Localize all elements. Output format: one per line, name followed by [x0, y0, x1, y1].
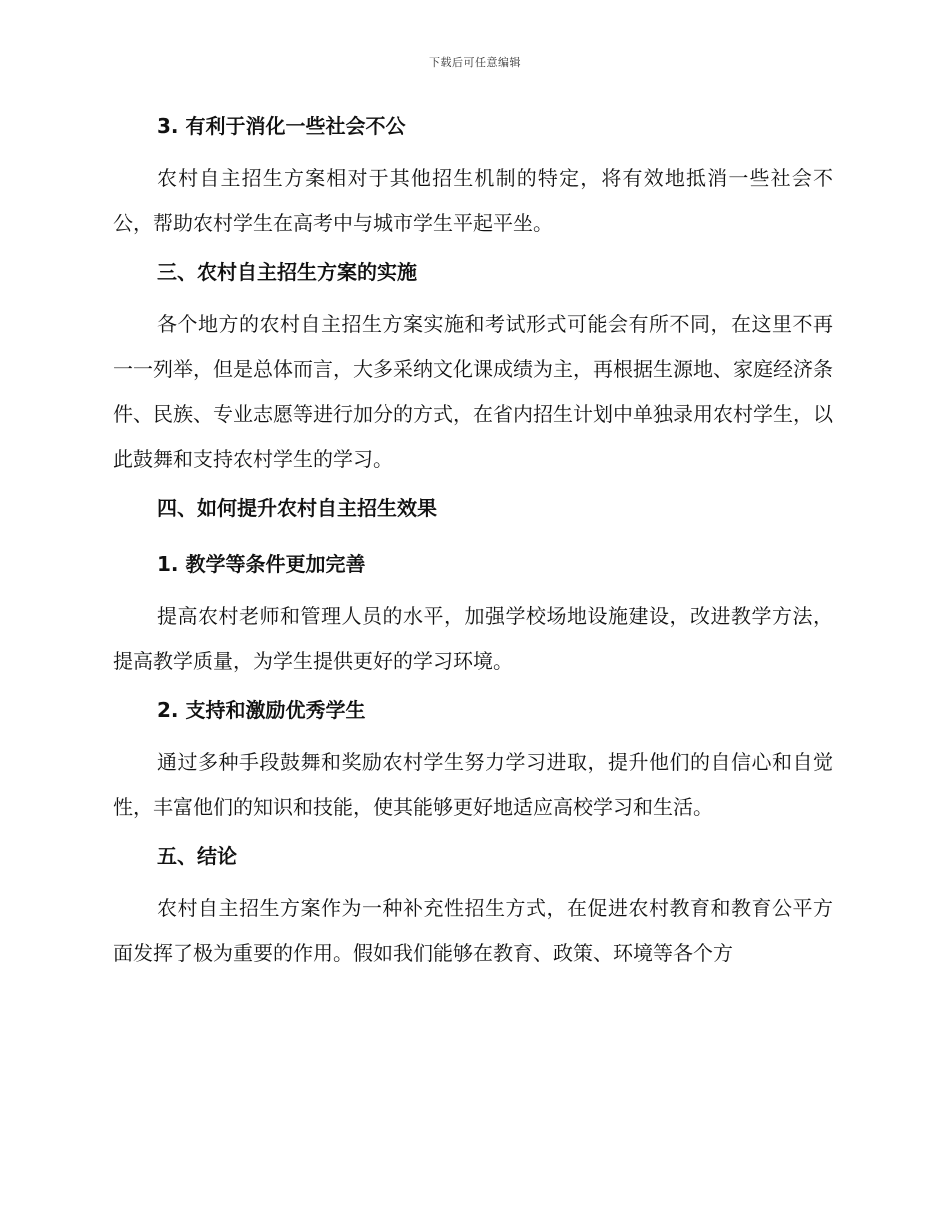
- body-paragraph: 农村自主招生方案相对于其他招生机制的特定，将有效地抵消一些社会不公，帮助农村学生在高考中与城市学生平起平坐。: [113, 166, 833, 235]
- body-paragraph: 农村自主招生方案作为一种补充性招生方式，在促进农村教育和教育公平方面发挥了极为重要的作用。假如我们能够在教育、政策、环境等各个方: [113, 896, 833, 965]
- section-heading: 五、结论: [157, 844, 237, 868]
- page-header-note: 下载后可任意编辑: [429, 56, 521, 69]
- body-paragraph: 提高农村老师和管理人员的水平，加强学校场地设施建设，改进教学方法，提高教学质量，为学生提供更好的学习环境。: [113, 604, 833, 673]
- section-heading: 三、农村自主招生方案的实施: [157, 260, 417, 284]
- subsection-heading: 1. 教学等条件更加完善: [157, 552, 366, 576]
- document-body: [113, 110, 833, 976]
- section-heading: 3. 有利于消化一些社会不公: [157, 114, 406, 138]
- body-paragraph: 各个地方的农村自主招生方案实施和考试形式可能会有所不同，在这里不再一一列举，但是总体而言，大多采纳文化课成绩为主，再根据生源地、家庭经济条件、民族、专业志愿等进行加分的方式，在省内招生计划中单独录用农村学生，以此鼓舞和支持农村学生的学习。: [113, 312, 833, 471]
- body-paragraph: 通过多种手段鼓舞和奖励农村学生努力学习进取，提升他们的自信心和自觉性，丰富他们的知识和技能，使其能够更好地适应高校学习和生活。: [113, 750, 833, 819]
- subsection-heading: 2. 支持和激励优秀学生: [157, 698, 366, 722]
- section-heading: 四、如何提升农村自主招生效果: [157, 496, 437, 520]
